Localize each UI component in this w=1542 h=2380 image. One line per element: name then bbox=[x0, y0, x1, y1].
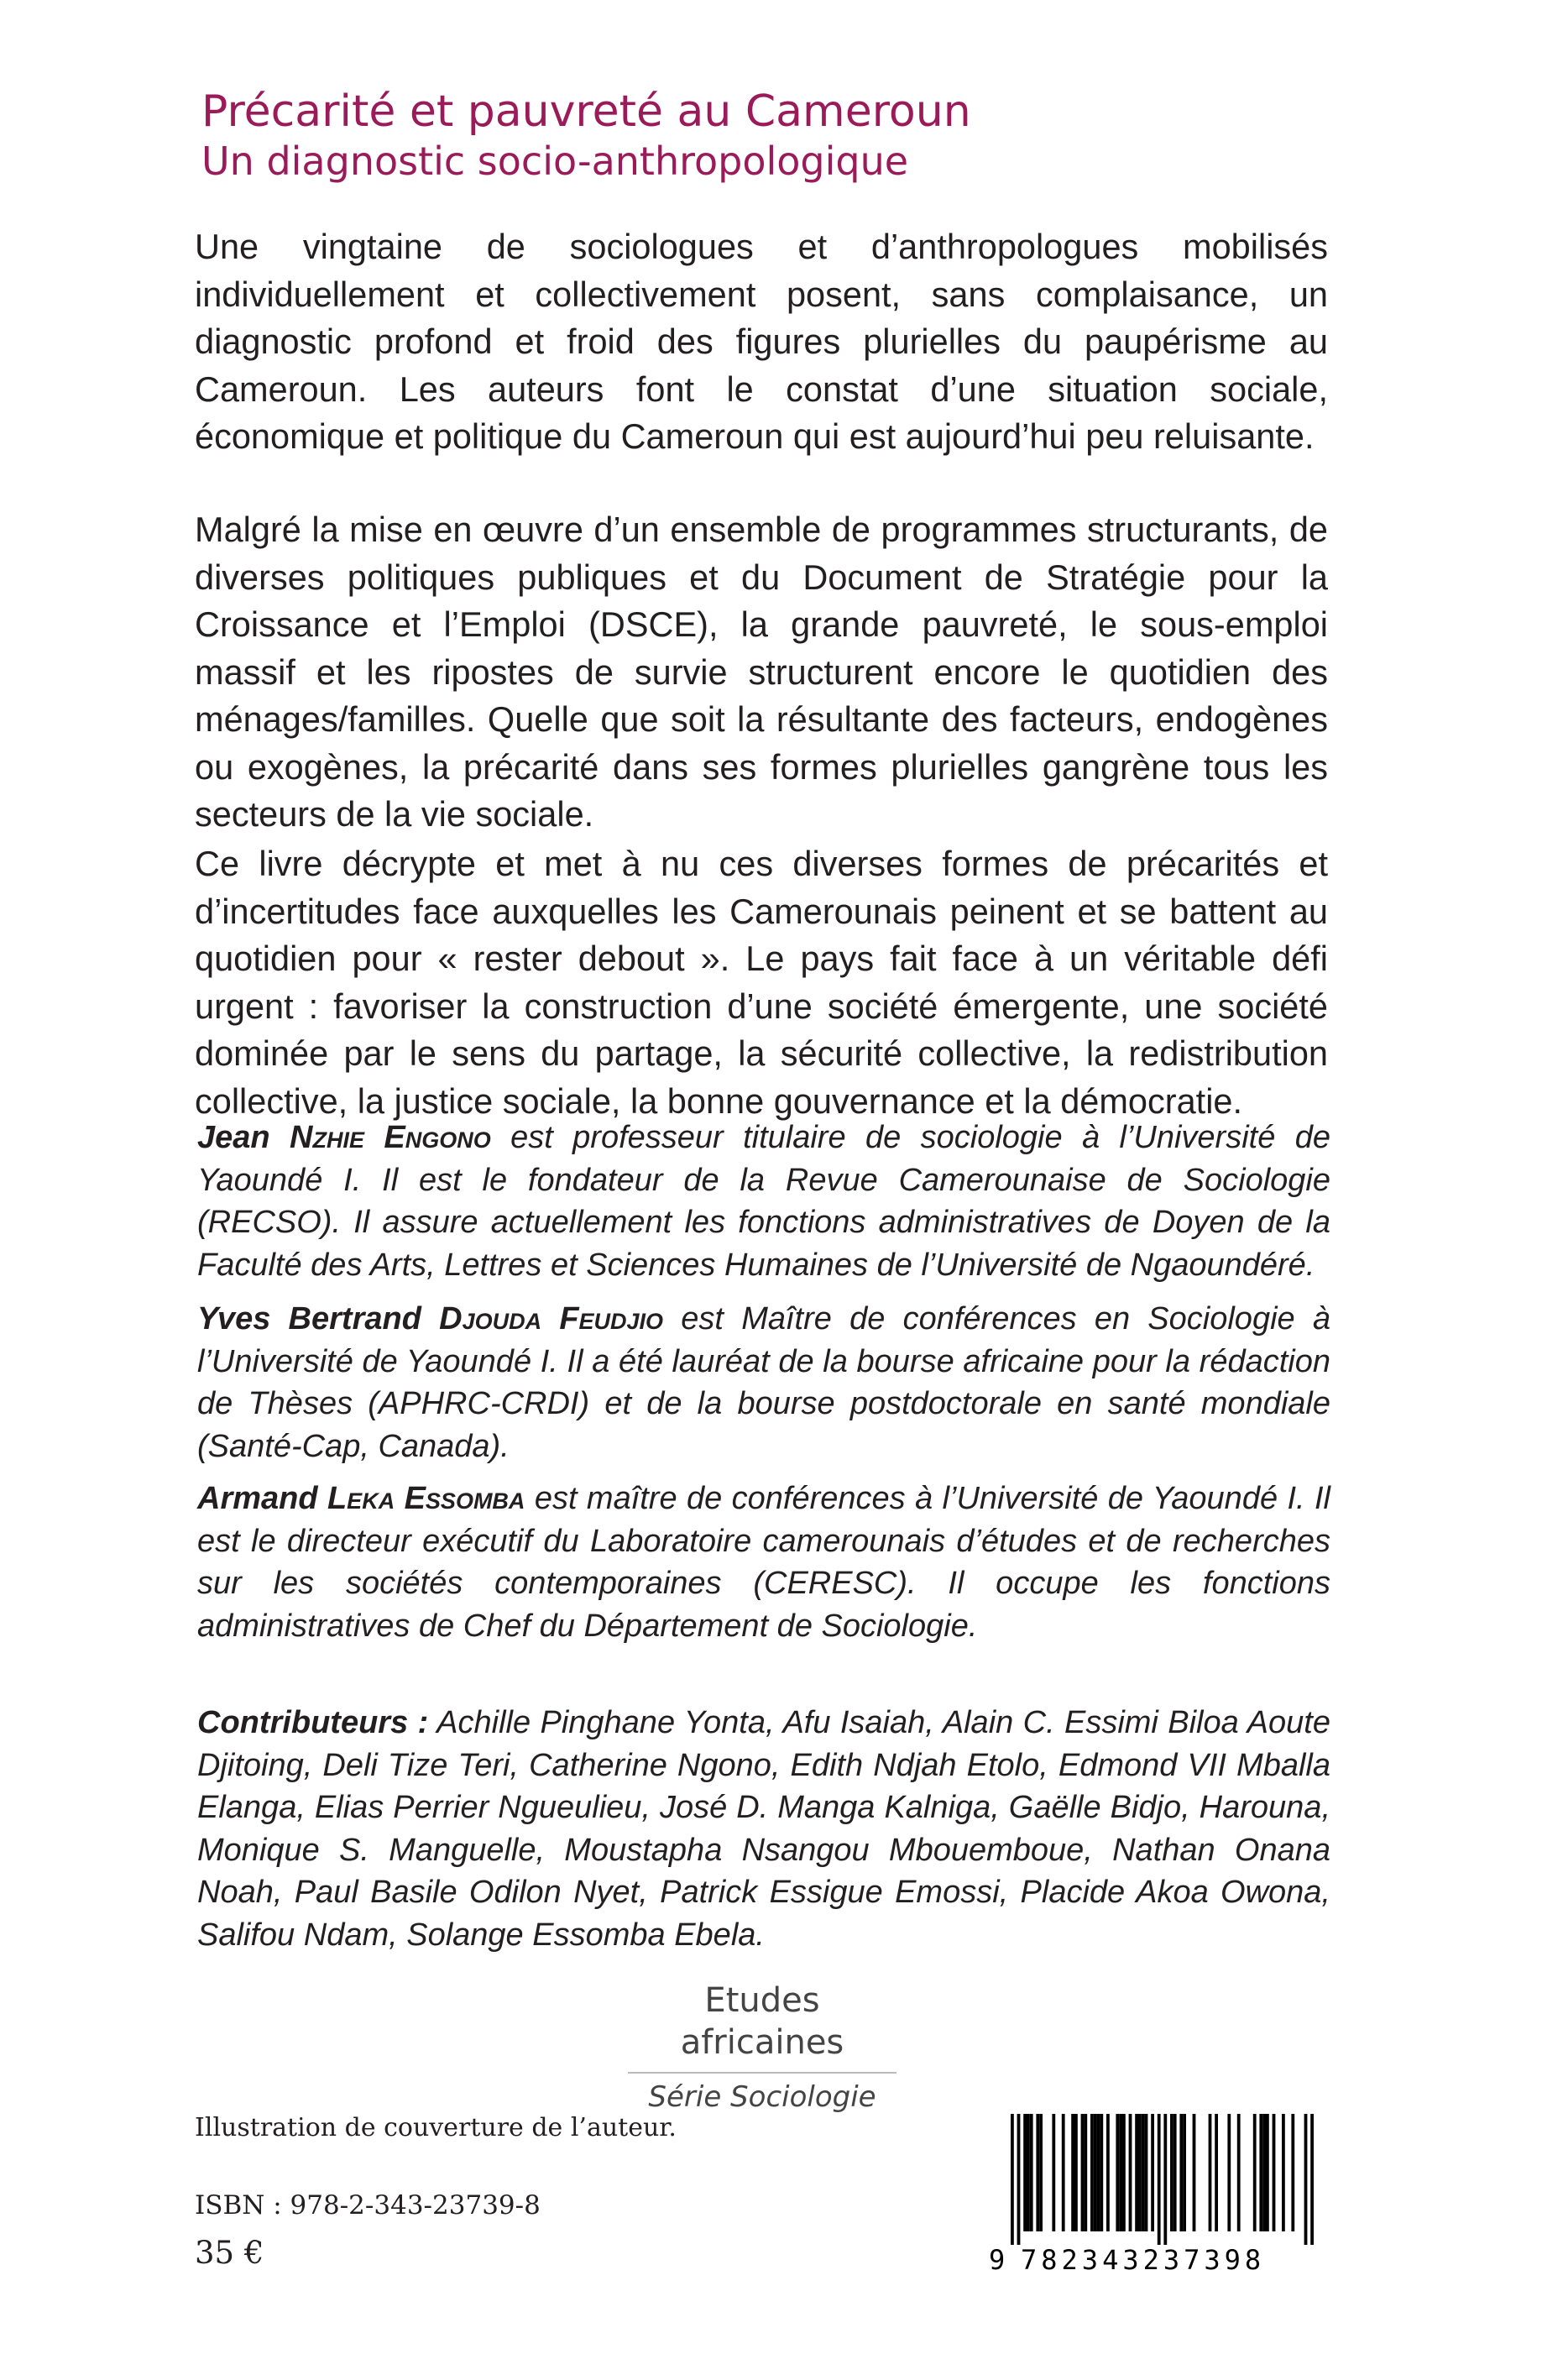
author-name-3 bbox=[197, 1481, 525, 1516]
barcode-bar bbox=[1094, 2114, 1097, 2231]
barcode-bar bbox=[1310, 2114, 1314, 2245]
barcode-bar bbox=[1122, 2114, 1126, 2231]
barcode-bar bbox=[1062, 2114, 1065, 2231]
author-last-name-3: Leka Essomba bbox=[327, 1481, 525, 1516]
barcode-bar bbox=[1027, 2114, 1030, 2231]
barcode-bar bbox=[1023, 2114, 1027, 2231]
barcode-bar bbox=[1151, 2114, 1154, 2231]
author-first-name-3: Armand bbox=[197, 1481, 318, 1516]
barcode-bar bbox=[1090, 2114, 1094, 2231]
barcode-bar bbox=[1266, 2114, 1269, 2231]
author-name-1 bbox=[197, 1120, 491, 1155]
barcode-bar bbox=[1119, 2114, 1122, 2231]
author-last-name-1: Nzhie Engono bbox=[290, 1120, 491, 1155]
barcode-bar bbox=[1291, 2114, 1294, 2231]
summary-paragraph-2: Malgré la mise en œuvre d’un ensemble de programmes structurants, de diverses politiques publiques et du Document de Stratégie pour la Croissance et l’Emploi (DSCE), la grande pauvreté, le sous-emploi massif et les ripostes de survie structurent encore le quotidien des ménages/familles. Quelle que soit la résultante des facteurs, endogènes ou exogènes, la précarité dans ses formes plurielles gangrène tous les secteurs de la vie sociale. bbox=[195, 510, 1328, 834]
author-bio-2 bbox=[197, 1298, 1330, 1467]
barcode-bar bbox=[1237, 2114, 1241, 2231]
book-title: Précarité et pauvreté au Cameroun bbox=[201, 86, 971, 137]
barcode bbox=[989, 2114, 1335, 2275]
barcode-bar bbox=[1129, 2114, 1132, 2231]
barcode-bar bbox=[1304, 2114, 1308, 2245]
barcode-bar bbox=[1074, 2114, 1078, 2231]
barcode-bar bbox=[1071, 2114, 1074, 2231]
series-subtitle: Série Sociologie bbox=[648, 2080, 876, 2114]
barcode-bar bbox=[1183, 2114, 1186, 2231]
barcode-bar bbox=[1039, 2114, 1043, 2231]
barcode-bar bbox=[1030, 2114, 1033, 2231]
barcode-bar bbox=[1282, 2114, 1285, 2231]
series-name: Etudes africaines bbox=[628, 1980, 896, 2074]
barcode-bar bbox=[1163, 2114, 1167, 2245]
author-bio-text-3: est maître de conférences à l’Université de Yaoundé I. Il est le directeur exécutif du Laboratoire camerounais d’études et de recherches sur les sociétés contemporaines (CERESC). Il occupe les fonctions administratives de Chef du Département de Sociologie. bbox=[197, 1481, 1330, 1644]
barcode-bar bbox=[1145, 2114, 1148, 2231]
barcode-bar bbox=[1170, 2114, 1173, 2231]
barcode-bar bbox=[1173, 2114, 1177, 2231]
author-bio-1 bbox=[197, 1117, 1330, 1286]
barcode-bar bbox=[1193, 2114, 1196, 2231]
barcode-bar bbox=[1052, 2114, 1055, 2231]
barcode-bar bbox=[1209, 2114, 1212, 2231]
book-subtitle: Un diagnostic socio-anthropologique bbox=[201, 139, 909, 184]
contributors bbox=[197, 1702, 1330, 1956]
barcode-bar bbox=[1106, 2114, 1110, 2231]
barcode-bar bbox=[1253, 2114, 1257, 2231]
barcode-bar bbox=[1100, 2114, 1103, 2231]
author-first-name-2: Yves Bertrand bbox=[197, 1301, 421, 1336]
barcode-bar bbox=[1259, 2114, 1262, 2231]
barcode-bar bbox=[1017, 2114, 1021, 2245]
author-first-name-1: Jean bbox=[197, 1120, 270, 1155]
author-bio-text-2: est Maître de conférences en Sociologie à l’Université de Yaoundé I. Il a été lauréat de la bourse africaine pour la rédaction de Thèses (APHRC-CRDI) et de la bourse postdoctorale en santé mondiale (Santé-Cap, Canada). bbox=[197, 1301, 1331, 1464]
barcode-bar bbox=[1227, 2114, 1231, 2231]
barcode-first-digit: 9 bbox=[989, 2244, 1006, 2276]
author-bio-text-1: est professeur titulaire de sociologie à l’Université de Yaoundé I. Il est le fondateur de la Revue Camerounaise de Sociologie (RECSO). Il assure actuellement les fonctions administratives de Doyen de la Faculté des Arts, Lettres et Sciences Humaines de l’Université de Ngaoundéré. bbox=[197, 1120, 1330, 1283]
price: 35 € bbox=[195, 2235, 264, 2271]
barcode-bar bbox=[1116, 2114, 1119, 2231]
barcode-bar bbox=[1158, 2114, 1161, 2245]
cover-credit: Illustration de couverture de l’auteur. bbox=[195, 2113, 677, 2142]
barcode-bar bbox=[1262, 2114, 1266, 2231]
barcode-bar bbox=[1215, 2114, 1218, 2231]
barcode-bar bbox=[1097, 2114, 1100, 2231]
author-name-2 bbox=[197, 1301, 663, 1336]
barcode-bar bbox=[1011, 2114, 1014, 2245]
author-last-name-2: Djouda Feudjio bbox=[439, 1301, 664, 1336]
barcode-bars bbox=[989, 2114, 1335, 2245]
barcode-bar bbox=[1081, 2114, 1085, 2231]
barcode-digits bbox=[989, 2243, 1335, 2277]
barcode-rest-digits: 782343237398 bbox=[1021, 2244, 1266, 2276]
barcode-bar bbox=[1179, 2114, 1183, 2231]
isbn: ISBN : 978-2-343-23739-8 bbox=[195, 2190, 541, 2220]
summary-paragraph-1: Une vingtaine de sociologues et d’anthropologues mobilisés individuellement et collectivement posent, sans complaisance, un diagnostic profond et froid des figures plurielles du paupérisme au Cameroun. Les auteurs font le constat d’une situation sociale, économique et politique du Cameroun qui est aujourd’hui peu reluisante. bbox=[195, 227, 1328, 456]
author-bio-3 bbox=[197, 1478, 1330, 1647]
barcode-bar bbox=[1273, 2114, 1276, 2231]
series-block bbox=[628, 1980, 896, 2117]
barcode-bar bbox=[1036, 2114, 1039, 2231]
contributors-list: Achille Pinghane Yonta, Afu Isaiah, Alain C. Essimi Biloa Aoute Djitoing, Deli Tize Teri, Catherine Ngono, Edith Ndjah Etolo, Edmond VII Mballa Elanga, Elias Perrier Ngueulieu, José D. Manga Kalniga, Gaëlle Bidjo, Harouna, Monique S. Manguelle, Moustapha Nsangou Mbouemboue, Nathan Onana Noah, Paul Basile Odilon Nyet, Patrick Essigue Emossi, Placide Akoa Owona, Salifou Ndam, Solange Essomba Ebela. bbox=[197, 1705, 1330, 1953]
barcode-bar bbox=[1138, 2114, 1142, 2231]
barcode-bar bbox=[1084, 2114, 1087, 2231]
barcode-bar bbox=[1142, 2114, 1145, 2231]
barcode-bar bbox=[1135, 2114, 1138, 2231]
summary-paragraph-3: Ce livre décrypte et met à nu ces diverses formes de précarités et d’incertitudes face auxquelles les Camerounais peinent et se battent au quotidien pour « rester debout ». Le pays fait face à un véritable défi urgent : favoriser la construction d’une société émergente, une société dominée par le sens du partage, la sécurité collective, la redistribution collective, la justice sociale, la bonne gouvernance et la démocratie. bbox=[195, 844, 1328, 1121]
contributors-label: Contributeurs : bbox=[197, 1705, 429, 1740]
